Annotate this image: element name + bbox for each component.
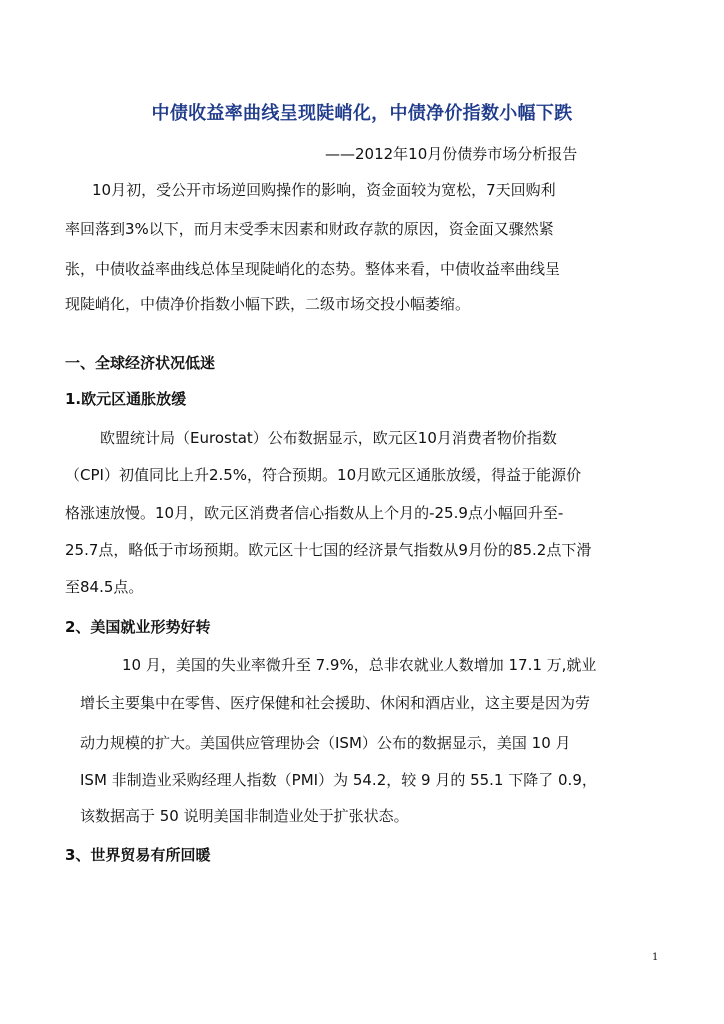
paragraph-line: 张，中债收益率曲线总体呈现陡峭化的态势。整体来看，中债收益率曲线呈 [65, 260, 561, 278]
paragraph-line: 至84.5点。 [65, 578, 144, 596]
paragraph-line: （CPI）初值同比上升2.5%，符合预期。10月欧元区通胀放缓，得益于能源价 [65, 466, 582, 484]
paragraph-line: 该数据高于 50 说明美国非制造业处于扩张状态。 [80, 807, 409, 825]
section-heading: 一、全球经济状况低迷 [65, 354, 216, 372]
paragraph-line: 动力规模的扩大。美国供应管理协会（ISM）公布的数据显示，美国 10 月 [80, 734, 571, 752]
document-title: 中债收益率曲线呈现陡峭化，中债净价指数小幅下跌 [151, 103, 573, 124]
paragraph-line: 率回落到3%以下，而月末受季末因素和财政存款的原因，资金面又骤然紧 [65, 220, 554, 238]
subsection-heading: 2、美国就业形势好转 [65, 618, 211, 636]
subsection-heading: 1.欧元区通胀放缓 [65, 390, 187, 408]
paragraph-line: 10 月，美国的失业率微升至 7.9%，总非农就业人数增加 17.1 万,就业 [122, 656, 597, 674]
paragraph-line: ISM 非制造业采购经理人指数（PMI）为 54.2，较 9 月的 55.1 下降了 0.9， [80, 771, 597, 789]
subsection-heading: 3、世界贸易有所回暖 [65, 846, 211, 864]
paragraph-line: 25.7点，略低于市场预期。欧元区十七国的经济景气指数从9月份的85.2点下滑 [65, 541, 592, 559]
paragraph-line: 现陡峭化，中债净价指数小幅下跌，二级市场交投小幅萎缩。 [65, 295, 471, 313]
paragraph-line: 格涨速放慢。10月，欧元区消费者信心指数从上个月的-25.9点小幅回升至- [65, 504, 564, 522]
page-number: 1 [652, 952, 659, 963]
paragraph-line: 10月初，受公开市场逆回购操作的影响，资金面较为宽松，7天回购利 [92, 181, 556, 199]
document-subtitle: ——2012年10月份债券市场分析报告 [325, 145, 578, 163]
paragraph-line: 欧盟统计局（Eurostat）公布数据显示，欧元区10月消费者物价指数 [100, 429, 557, 447]
paragraph-line: 增长主要集中在零售、医疗保健和社会援助、休闲和酒店业，这主要是因为劳 [80, 694, 591, 712]
